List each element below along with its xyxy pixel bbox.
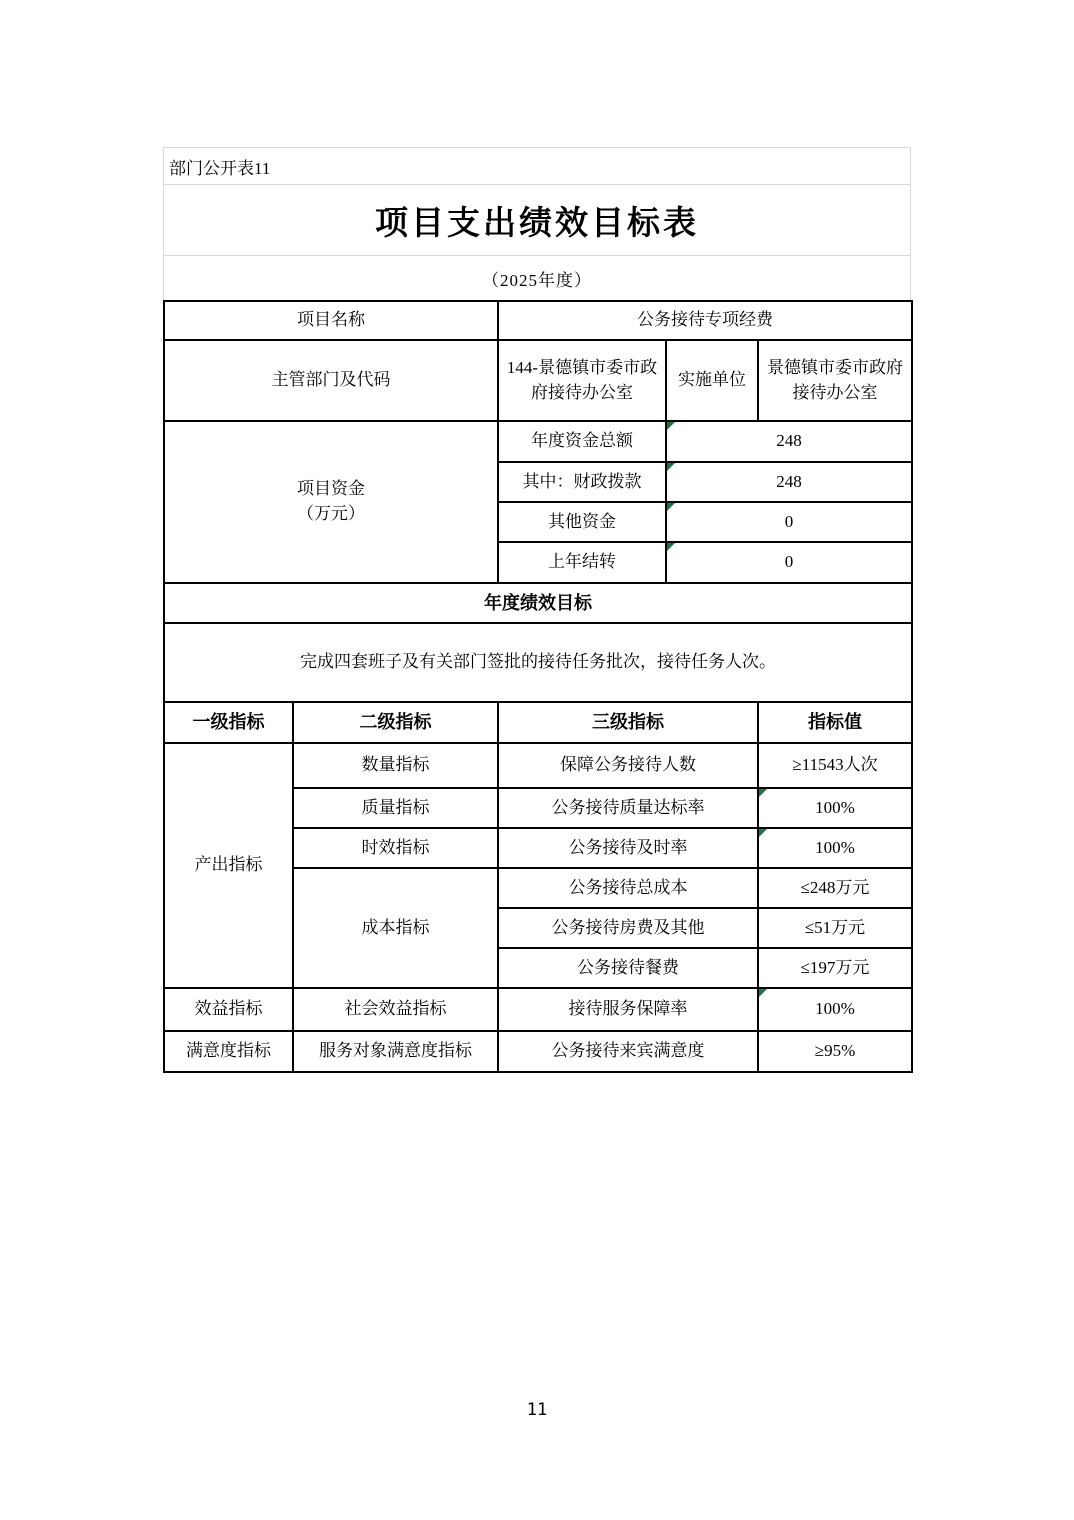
project-name-label: 项目名称 xyxy=(164,301,498,340)
table-header-row xyxy=(164,702,912,743)
table-row xyxy=(164,623,912,702)
indicator-value xyxy=(758,788,912,828)
level2-cell: 服务对象满意度指标 xyxy=(293,1031,498,1072)
funding-row-value xyxy=(666,462,912,502)
excel-error-flag-icon xyxy=(667,503,675,511)
annual-goal-header: 年度绩效目标 xyxy=(164,583,912,623)
header-level2: 二级指标 xyxy=(293,702,498,743)
level3-cell: 公务接待房费及其他 xyxy=(498,908,758,948)
level2-cell: 数量指标 xyxy=(293,743,498,788)
funding-label xyxy=(164,421,498,583)
funding-label-line2: （万元） xyxy=(297,504,365,523)
header-level3: 三级指标 xyxy=(498,702,758,743)
doc-title: 项目支出绩效目标表 xyxy=(163,184,911,256)
doc-subtitle: （2025年度） xyxy=(163,255,911,301)
level3-cell: 公务接待及时率 xyxy=(498,828,758,868)
header-value: 指标值 xyxy=(758,702,912,743)
indicator-value-text: 100% xyxy=(815,797,855,817)
impl-unit-label: 实施单位 xyxy=(666,340,758,421)
level2-cell: 社会效益指标 xyxy=(293,988,498,1031)
table-row xyxy=(164,743,912,788)
funding-label-line1: 项目资金 xyxy=(297,479,365,499)
indicator-value: ≥11543人次 xyxy=(758,743,912,788)
indicator-value: ≥95% xyxy=(758,1031,912,1072)
level2-cost: 成本指标 xyxy=(293,868,498,988)
department-value: 144-景德镇市委市政府接待办公室 xyxy=(498,340,666,421)
page-number: 11 xyxy=(526,1400,548,1420)
indicator-value: ≤197万元 xyxy=(758,948,912,988)
indicator-value-text: 100% xyxy=(815,837,855,857)
level2-cell: 质量指标 xyxy=(293,788,498,828)
level3-cell: 保障公务接待人数 xyxy=(498,743,758,788)
level1-benefit: 效益指标 xyxy=(164,988,293,1031)
level3-cell: 公务接待总成本 xyxy=(498,868,758,908)
excel-error-flag-icon xyxy=(759,789,767,797)
level3-cell: 公务接待质量达标率 xyxy=(498,788,758,828)
funding-row-label: 其中：财政拨款 xyxy=(498,462,666,502)
level3-cell: 公务接待餐费 xyxy=(498,948,758,988)
table-row xyxy=(164,583,912,623)
level1-satisfaction: 满意度指标 xyxy=(164,1031,293,1072)
funding-row-label: 年度资金总额 xyxy=(498,421,666,462)
project-name-value: 公务接待专项经费 xyxy=(498,301,912,340)
level1-output: 产出指标 xyxy=(164,743,293,988)
annual-goal-text: 完成四套班子及有关部门签批的接待任务批次，接待任务人次。 xyxy=(164,623,912,702)
funding-value-text: 0 xyxy=(784,552,794,572)
document-sheet xyxy=(163,147,911,1073)
funding-value-text: 248 xyxy=(776,431,802,451)
table-row xyxy=(164,988,912,1031)
level3-cell: 公务接待来宾满意度 xyxy=(498,1031,758,1072)
department-label: 主管部门及代码 xyxy=(164,340,498,421)
funding-row-label: 上年结转 xyxy=(498,542,666,583)
excel-error-flag-icon xyxy=(667,543,675,551)
indicator-value: ≤248万元 xyxy=(758,868,912,908)
funding-row-label: 其他资金 xyxy=(498,502,666,542)
performance-target-table xyxy=(163,300,913,1073)
table-row xyxy=(164,340,912,421)
funding-row-value xyxy=(666,421,912,462)
indicator-value xyxy=(758,988,912,1031)
excel-error-flag-icon xyxy=(759,989,767,997)
excel-error-flag-icon xyxy=(667,463,675,471)
excel-error-flag-icon xyxy=(759,829,767,837)
funding-row-value xyxy=(666,542,912,583)
funding-value-text: 248 xyxy=(776,471,802,491)
table-row xyxy=(164,421,912,462)
impl-unit-value: 景德镇市委市政府接待办公室 xyxy=(758,340,912,421)
level2-cell: 时效指标 xyxy=(293,828,498,868)
indicator-value xyxy=(758,828,912,868)
excel-error-flag-icon xyxy=(667,422,675,430)
header-level1: 一级指标 xyxy=(164,702,293,743)
funding-row-value xyxy=(666,502,912,542)
indicator-value-text: 100% xyxy=(815,999,855,1019)
level3-cell: 接待服务保障率 xyxy=(498,988,758,1031)
funding-value-text: 0 xyxy=(784,511,794,531)
table-row xyxy=(164,301,912,340)
indicator-value: ≤51万元 xyxy=(758,908,912,948)
table-row xyxy=(164,1031,912,1072)
doc-tag: 部门公开表11 xyxy=(163,147,911,185)
